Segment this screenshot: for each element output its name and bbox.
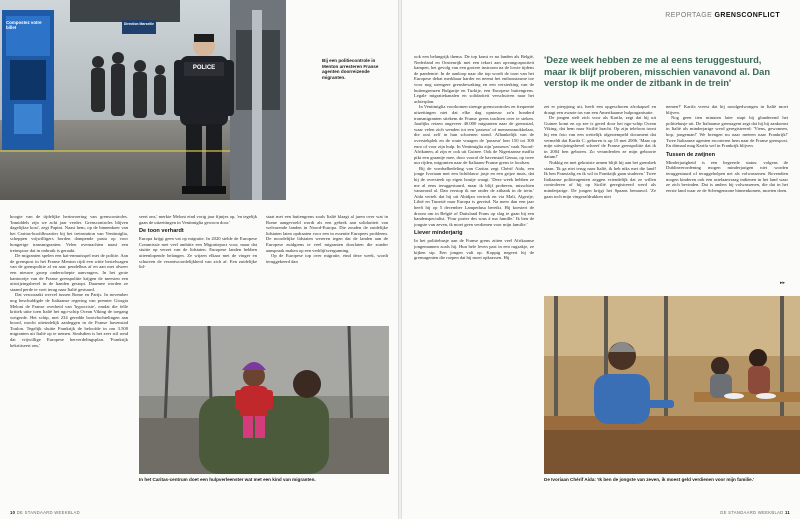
paragraph: Op de Europese top over migratie, eind deze week, wordt teruggekeerd dan (266, 253, 388, 264)
paragraph: ook een belangrijk thema. De top komt er na landen als België, Nederland en Oostenrijk met een tekort aan opvangcapaciteit kampen, het gevolg van een grotere instroom na de lowte tijdens de pandemie. In de aanloop naar die top wordt de toon van het Europese debat merkbaar harder en neemt het enthousiasme toe voor nog strengere grensbewaking en een versterking van de buitengrenzen Bulgarije en Turkije, een Europese buitengrens. Legale migratiekanalen en solidariteit verschuiven naar het achterplan. (414, 54, 534, 104)
right-folio (720, 510, 790, 515)
section-heading: Tussen de zwijnen (666, 151, 716, 158)
cherif-aida-photo (544, 296, 800, 474)
paragraph: In het politiebusje aan de Franse grens zitten veel Afrikaanse jongemannen zoals hij. Hun hele leven past in een rugzakje, ze kijken sip. Een jongen valt op. Koppig negeert hij de grensagenten die roepen dat hij moet opkrassen. Hij (414, 238, 534, 261)
paragraph: Bij de voedselbedeling van Caritas zegt Chérif Aida, een jonge Ivoriaan met een lichtblauw jasje en een grijze muts, dat hij de oversteek op eigen houtje waagt. 'Deze week hebben ze me al eens teruggestuurd, maar ik blijf proberen, misschien vanavond al. Dan verstop ik me onder de zitbank in de trein.' Aida vertelt dat hij uit Abidjan vertrok en via Mali, Algerije, Libië en Tunesië naar Europa is gereisd. Na meer dan een jaar heeft hij op 5 december Lampedusa bereikt. Hij koestert de droom om in België of Duitsland Frans op slag te gaan bij een bandenspecialist. 'Pour porter des sous à ma famille.' Ik ben de jongste van zeven, ik moet geen verdienen voor mijn familie.' (414, 165, 534, 227)
page-number: 11 (784, 510, 790, 515)
paragraph: Nog geen tien minuten later stapt hij glunderend het politiebusje uit. De Italiaanse grensagent zegt dat hij bij aankomst in Italië als minderjarige werd geregistreerd: 'Viens, gewonnen, hop, jongeman!' We brengen nu naar meteen naar Frankrijk!' Twee Italiaanse agenten escorteren hem naar de Franse grenspost. En ditmaal mag Karifa wel in Frankrijk blijven. (666, 115, 788, 149)
paragraph: seert ons,' merkte Meloni eind vorig jaar fijntjes op, 'en tegelijk gaan de uitzettingen in Ventimiglia gewoon door.' (139, 214, 257, 225)
composter-sign: Compostez votre billet (6, 20, 42, 31)
paragraph: staat met een buitengrens zoals Italië klaagt al jaren over wat in Rome aangevoeld wordt als een gebrek aan solidariteit van welvarende landen in Noord-Europa. Die zouden de zuidelijke lidstaten laten opdraaien voor een in essentie Europees probleem. De noordelijke lidstaten wereren tegen dat de landen aan de Europese zuidgrens te veel migranten doorlaten die zonder aanspraak maken op een verblijfsvergunning. (266, 214, 388, 253)
police-control-photo (0, 0, 286, 200)
paragraph: De jongen stelt zich voor als Karifa, zegt dat hij uit Guinee komt en op zee is gered door het ngo-schip Ocean Viking, dat hem naar Sicilië bracht. Op zijn telefoon toont hij een foto van een wettelijk afgestempeld document dat vermeldt dat Karifa C. geboren is op 15 mei 2006. 'Maar op mijn uitwijzingsbevel schreef de Franse grenspolitie dat ik in 2004 ben geboren. Zo veranderden ze mijn geboorte datum!' (544, 115, 656, 160)
page-number: 10 (10, 510, 16, 515)
right-page (402, 0, 800, 519)
police-back-label: POLICE (186, 64, 222, 73)
paragraph: Dat verooraakt wrevel tussen Rome en Parijs. In november nog beschuldigde de Italiaanse regering van premier Giorgia Meloni de Franse overheid van 'hypocrisie', omdat die felle kritiek uitte toen Italië het ngo-schip Ocean Viking de toegang weigerde. Het schip, met 234 geredde bootvluchtelingen aan boord, mocht uiteindelijk aanleggen in de Franse havenstad Toulon. Tegelijk sluitte Frankrijk de beloofde in om 3.500 migranten uit Italië op te nemen. Sindsdien is het zeer stil rond dat vrijwillige Europese herverdelingsplan. 'Frankrijk bekritiseert ons,' (10, 292, 128, 348)
paragraph: Minderjarigheid is een begeerde status: volgens de Dublinverordening mogen minderjarigen niet worden teruggestuurd of teruggeholpen net als volwassenen. Bovendien mogen kinderen ook een asielaanvraag indienen in het land waar ze zich bevinden. Dat is anders bij volwassenen, die dat in het eerste land waar ze de Schengenzone binnenkomen, moeten doen. (666, 159, 788, 193)
left-col-3 (266, 214, 388, 322)
left-folio (10, 510, 80, 515)
paragraph: zet er pierpjong uit, heeft een opgeschoren afrokapsel en draagt een zwarte tas van een Amerikaanse hulporganisatie. (544, 104, 656, 115)
kicker-tag: REPORTAGE (665, 12, 713, 19)
right-col-2 (544, 104, 656, 290)
paragraph: Europa krijgt geen vat op migratie. In 2020 stelde de Europese Commissie met veel ambitie een Migratiepact voor, maar dat stuitte op verzet van de lidstaten. Europese landen hebben uiteenlopende belangen. Ze wijzen elkaar met de vinger en schuiven de verantwoordelijkheid van zich af. Een zuidelijke lid- (139, 236, 257, 270)
paragraph: De migranten spelen een kat-enmuisspel met de politie. Aan de grenspost in het Franse Menton rijdt een witte bestelwagen van de grenspolitie af en aan: pendelbus af en aan met alweer een nieuwe groep onderschepte aanvragers. In het grote kantoortje van de Franse grenspolitie krijgen de meesten een uitwijzingsbevel in de handen gestopt. Daarmee worden ze staand perde te voet terug naar Italië gestuurd. (10, 253, 128, 292)
paragraph: Nukkig en met gekruiste armen blijft hij aan het grensbek staan. 'Ik ga niet terug naar Italië, ik heb niks met die land! Ik ben Franstalig en ik wil in Frankrijk gaan studeren.' Twee Italiaanse politieagenten zeggen vriendelijk dat ze willen controleren of hij op Sicilië geregistreerd werd als minderjarige. De jongen krijgt het Spaans benauwd. 'Ze gaan toch mijn vingerafdrukken niet (544, 159, 656, 199)
paragraph: In Ventimiglia voorkomen strenge grenscontroles en frequente uitzettingen niet dat elke dag opnieuw zo'n honderd transmigranten stiekem de Franse grens trachten over te steken. Jaarlijks reizen ongeveer 40.000 migranten naar de grensstad, waar velen zich wenden tot een 'passeur' of mensensmokkelaar, die oost zelf in hun schoenen stond. Afhankelijk van de overstekplek en de route vraagen de 'passeur' hen 150 tot 300 euro of voor zijn hulp. In Ventimiglia zijn 'passeurs' vaak Noord-Afrikanen, al zijn er ook uit Guinee. Ook de Nigeriaanse maffia pikt een graantje mee, door vooral de havenstad Genua, op twee uur rijden, migranten naar de Italiaans-Franse grens te loodsen. (414, 104, 534, 166)
caritas-child-photo (139, 326, 389, 474)
publication-name: DE STANDAARD WEEKBLAD (720, 510, 784, 515)
section-kicker (665, 12, 780, 19)
paragraph: nemen?' Karifa vreest dat hij noodgedwongen in Italië moet blijven. (666, 104, 788, 115)
caritas-photo-graphic (139, 326, 389, 474)
left-col-2 (139, 214, 257, 322)
publication-name: DE STANDAARD WEEKBLAD (16, 510, 80, 515)
left-page (0, 0, 398, 519)
left-col-1 (10, 214, 128, 506)
right-col-1 (414, 54, 534, 512)
paragraph: hoogte van de tijdelijke herinvoering van grenscontroles. 'Inmiddels zijn we acht jaar verder. Grenscontroles blijven dagelijkse kost', zegt Papini. Naast hem, op de binnenkoer van het Caritas-hoofdkwartier bij het treinstation van Ventimiglia, scheppen vrijwilligers borden dampende pasta op voor hongerige transmigranten. Velen overnachten naast een treinspoor dat in onbruik is geraakt. (10, 214, 128, 253)
continue-marker: ▸▸ (780, 280, 786, 286)
caritas-photo-caption: In het Caritas-centrum doet een hulpverleenster wat met een kind van migranten. (139, 477, 316, 482)
right-col-3 (666, 104, 788, 290)
section-heading: De toon verhardt (139, 228, 184, 235)
direction-sign: Direction Marseille (123, 22, 155, 26)
aida-photo-caption: De Ivoriaan Chérif Aida: 'Ik ben de jongste van zeven, ik moest geld verdienen voor mijn familie.' (544, 477, 755, 482)
aida-photo-graphic (544, 296, 800, 474)
pull-quote: 'Deze week hebben ze me al eens teruggestuurd, maar ik blijf proberen, misschien vanavond al. Dan verstop ik me onder de zitbank in de trein' (544, 54, 771, 89)
kicker-title: GRENSCONFLICT (714, 12, 780, 19)
police-photo-caption: Bij een politiecontrole in Menton arresteren Franse agenten doorreizende migranten. (322, 58, 379, 80)
section-heading: Liever minderjarig (414, 230, 463, 237)
